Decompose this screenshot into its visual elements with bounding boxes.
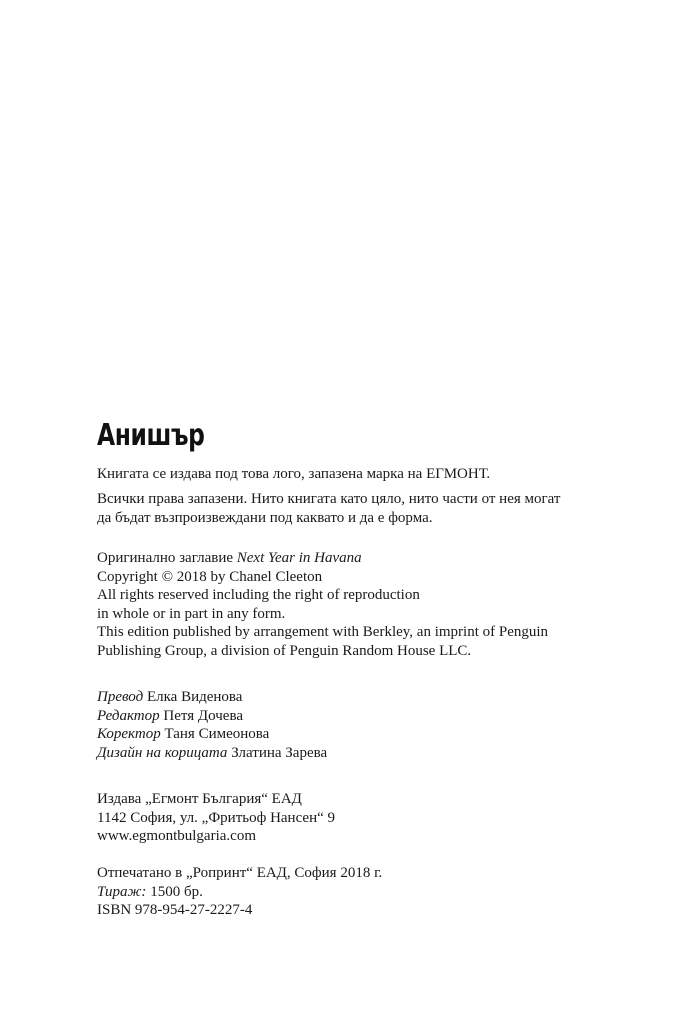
printed-by: Отпечатано в „Ропринт“ ЕАД, София 2018 г.: [97, 865, 383, 881]
rights-bg-line-1: Всички права запазени. Нито книгата като цяло, нито части от нея могат: [97, 491, 561, 507]
credit-role: Превод: [97, 689, 144, 705]
credits-block: [97, 688, 657, 762]
isbn: ISBN 978-954-27-2227-4: [97, 902, 253, 918]
credit-name: Елка Виденова: [143, 689, 243, 705]
rights-en-line-2: in whole or in part in any form.: [97, 605, 286, 622]
printing-block: [97, 864, 657, 920]
imprint-logo: Анишър: [97, 418, 205, 453]
print-run-label: Тираж:: [97, 883, 147, 900]
credit-translation: [97, 688, 657, 707]
print-run-line: [97, 883, 657, 902]
credit-cover-design: [97, 744, 657, 763]
logo-note-block: [97, 465, 657, 484]
original-title-line: [97, 549, 657, 568]
credit-name: Златина Зарева: [227, 744, 328, 761]
credit-role: Дизайн на корицата: [97, 744, 228, 761]
publisher-address: 1142 София, ул. „Фритьоф Нансен“ 9: [97, 809, 336, 826]
credit-role: Коректор: [97, 726, 161, 742]
credit-editor: [97, 707, 657, 726]
credit-proofreader: [97, 725, 657, 744]
edition-line-1: This edition published by arrangement with Berkley, an imprint of Penguin: [97, 624, 549, 640]
publisher-name: Издава „Егмонт България“ ЕАД: [97, 791, 302, 807]
credit-name: Петя Дочева: [159, 707, 243, 724]
credit-role: Редактор: [97, 707, 160, 724]
print-run-value: 1500 бр.: [146, 883, 203, 900]
publisher-website: www.egmontbulgaria.com: [97, 828, 256, 844]
original-edition-block: [97, 549, 657, 660]
original-title: Next Year in Havana: [236, 550, 362, 566]
rights-en-line-1: All rights reserved including the right of reproduction: [97, 587, 420, 603]
rights-bg-block: [97, 490, 657, 528]
original-title-label: Оригинално заглавие: [97, 550, 237, 566]
rights-bg-line-2: да бъдат възпроизвеждани под каквато и да е форма.: [97, 510, 433, 526]
credit-name: Таня Симеонова: [160, 726, 270, 742]
copyright-line: Copyright © 2018 by Chanel Cleeton: [97, 568, 323, 585]
edition-line-2: Publishing Group, a division of Penguin Random House LLC.: [97, 642, 472, 659]
logo-note: Книгата се издава под това лого, запазена марка на ЕГМОНТ.: [97, 466, 491, 482]
publisher-block: [97, 790, 657, 846]
